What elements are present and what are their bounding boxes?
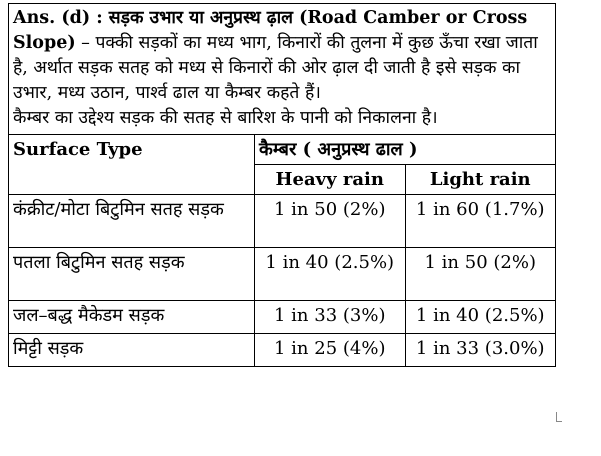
table-row [9,301,556,334]
heavy-rain-cell: 1 in 50 (2%) [255,195,406,248]
light-rain-cell: 1 in 50 (2%) [405,248,556,301]
surface-type-header: Surface Type [9,135,255,195]
answer-body: – पक्की सड़कों का मध्य भाग, किनारों की तुलना में कुछ ऊँचा रखा जाता है, अर्थात सड़क सतह को मध्य से किनारों की ओर ढ़ाल दी जाती है इसे सड़क का उभार, मध्य उठान, पार्श्व ढाल या कैम्बर कहते हैं। [13,33,538,103]
answer-prefix: Ans. (d) : [13,8,109,28]
answer-heading: सड़क उभार या अनुप्रस्थ ढ़ाल (Road Camber or Cross Slope) [13,8,528,53]
heavy-rain-header: Heavy rain [255,165,406,195]
heavy-rain-cell: 1 in 33 (3%) [255,301,406,334]
light-rain-header: Light rain [405,165,556,195]
answer-document [8,3,556,367]
surface-cell: जल–बद्ध मैकेडम सड़क [9,301,255,334]
camber-group-header: कैम्बर ( अनुप्रस्थ ढाल ) [255,135,556,165]
table-row [9,334,556,367]
surface-cell: मिट्टी सड़क [9,334,255,367]
table-row [9,195,556,248]
heavy-rain-cell: 1 in 25 (4%) [255,334,406,367]
answer-purpose: कैम्बर का उद्देश्य सड़क की सतह से बारिश के पानी को निकालना है। [13,108,438,128]
surface-cell: पतला बिटुमिन सतह सड़क [9,248,255,301]
answer-paragraph [8,3,556,134]
light-rain-cell: 1 in 40 (2.5%) [405,301,556,334]
corner-mark [556,412,562,422]
heavy-rain-cell: 1 in 40 (2.5%) [255,248,406,301]
table-row [9,248,556,301]
light-rain-cell: 1 in 60 (1.7%) [405,195,556,248]
camber-table [8,134,556,367]
surface-cell: कंक्रीट/मोटा बिटुमिन सतह सड़क [9,195,255,248]
table-header-row [9,135,556,165]
light-rain-cell: 1 in 33 (3.0%) [405,334,556,367]
